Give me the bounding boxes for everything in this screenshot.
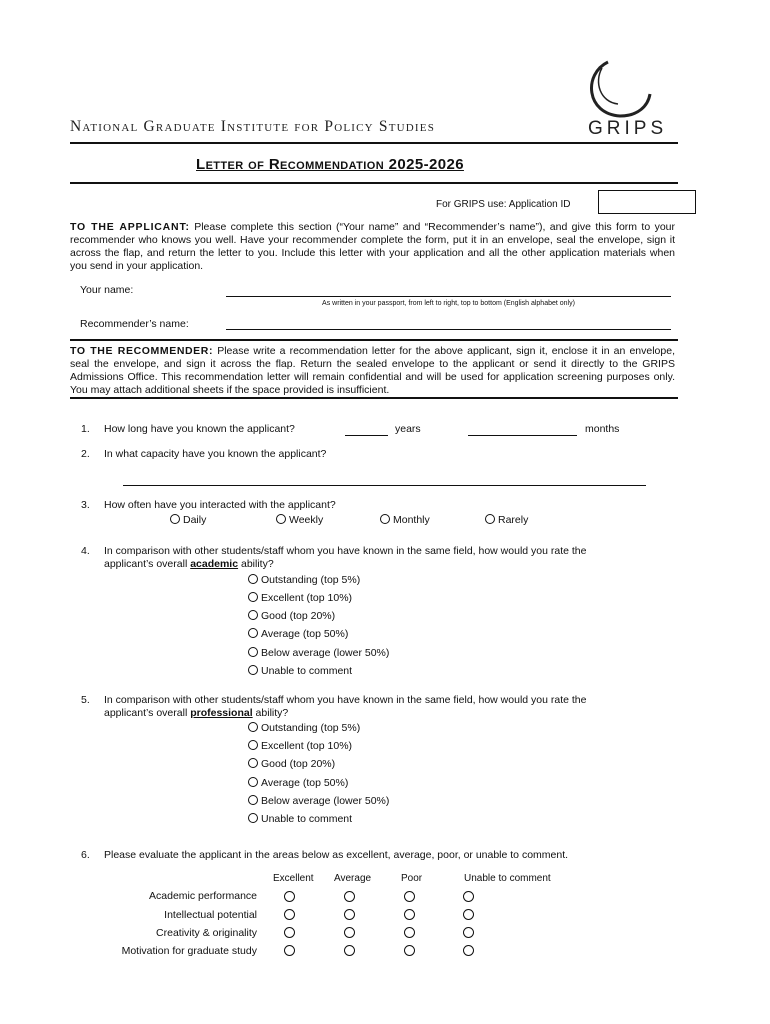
q1-months-field[interactable] [468,435,577,436]
recommender-name-label: Recommender’s name: [80,318,189,330]
page-title: Letter of Recommendation 2025-2026 [196,156,464,173]
q6-intellectual-unable-radio-icon[interactable] [463,909,474,920]
q6-row-creativity: Creativity & originality [156,927,257,939]
q5-option-below-average[interactable]: Below average (lower 50%) [248,795,389,807]
recommender-name-field[interactable] [226,329,671,330]
q6-intellectual-poor-radio-icon[interactable] [404,909,415,920]
application-id-box [598,190,696,214]
q6-col-excellent: Excellent [273,873,314,884]
q6-motivation-average-radio-icon[interactable] [344,945,355,956]
q5-option-unable[interactable]: Unable to comment [248,813,352,825]
q4-number: 4. [81,545,90,557]
q6-academic-unable-radio-icon[interactable] [463,891,474,902]
q4-line2: applicant’s overall academic ability? [104,558,274,570]
q6-motivation-excellent-radio-icon[interactable] [284,945,295,956]
q6-creativity-excellent-radio-icon[interactable] [284,927,295,938]
grips-logo-icon [578,54,658,124]
header-rule [70,142,678,144]
radio-icon[interactable] [380,514,390,524]
applicant-instructions [70,221,675,273]
q6-row-academic: Academic performance [149,890,257,902]
q1-years-label: years [395,423,421,435]
radio-icon[interactable] [276,514,286,524]
q6-col-average: Average [334,873,372,884]
q5-line1: In comparison with other students/staff whom you have known in the same field, how would you rate the [104,694,587,706]
section-rule-top [70,339,678,341]
your-name-hint: As written in your passport, from left to right, top to bottom (English alphabet only) [322,300,575,307]
q4-option-excellent[interactable]: Excellent (top 10%) [248,592,352,604]
q4-option-average[interactable]: Average (top 50%) [248,628,348,640]
recommender-heading: TO THE RECOMMENDER: [70,345,214,357]
your-name-label: Your name: [80,284,134,296]
applicant-body: Please complete this section (“Your name” and “Recommender’s name”), and give this form to your recommender who knows you well. Have your recommender complete the form, put it in an envelope, seal the envelope, sign it across the flap, and return the letter to you. Include this letter with your application and all the other application materials when you send in your application. [70,221,675,272]
section-rule-bottom [70,397,678,399]
radio-icon[interactable] [248,628,258,638]
q1-text: How long have you known the applicant? [104,423,295,435]
q4-option-outstanding[interactable]: Outstanding (top 5%) [248,574,360,586]
q6-row-motivation: Motivation for graduate study [121,945,257,957]
q6-col-poor: Poor [401,873,423,884]
radio-icon[interactable] [248,592,258,602]
q6-creativity-average-radio-icon[interactable] [344,927,355,938]
q6-intellectual-excellent-radio-icon[interactable] [284,909,295,920]
q1-months-label: months [585,423,620,435]
q6-number: 6. [81,849,90,861]
q3-option-monthly[interactable]: Monthly [380,514,430,526]
recommender-instructions [70,345,675,397]
radio-icon[interactable] [485,514,495,524]
q6-creativity-poor-radio-icon[interactable] [404,927,415,938]
radio-icon[interactable] [248,665,258,675]
institute-name: National Graduate Institute for Policy Studies [70,118,436,135]
your-name-field[interactable] [226,296,671,297]
q6-col-unable: Unable to comment [464,873,551,884]
q6-motivation-poor-radio-icon[interactable] [404,945,415,956]
q6-text: Please evaluate the applicant in the areas below as excellent, average, poor, or unable to comment. [104,849,569,861]
radio-icon[interactable] [248,758,258,768]
q6-academic-excellent-radio-icon[interactable] [284,891,295,902]
q5-line2: applicant’s overall professional ability? [104,707,289,719]
q1-number: 1. [81,423,90,435]
radio-icon[interactable] [248,610,258,620]
q2-text: In what capacity have you known the applicant? [104,448,327,460]
q6-intellectual-average-radio-icon[interactable] [344,909,355,920]
q4-line1: In comparison with other students/staff whom you have known in the same field, how would you rate the [104,545,587,557]
radio-icon[interactable] [248,813,258,823]
q4-option-good[interactable]: Good (top 20%) [248,610,335,622]
q1-years-field[interactable] [345,435,388,436]
radio-icon[interactable] [170,514,180,524]
radio-icon[interactable] [248,795,258,805]
radio-icon[interactable] [248,740,258,750]
q6-row-intellectual: Intellectual potential [164,909,257,921]
q5-option-good[interactable]: Good (top 20%) [248,758,335,770]
application-id-label: For GRIPS use: Application ID [436,199,571,210]
q3-text: How often have you interacted with the applicant? [104,499,336,511]
recommender-body: Please write a recommendation letter for the above applicant, sign it, enclose it in an envelope, seal the envelope, and sign it across the flap. Return the sealed envelope to the applicant or send it directly to the GRIPS Admissions Office. This recommendation letter will remain confidential and will be used for application screening purposes only. You may attach additional sheets if the space provided is insufficient. [70,345,675,396]
q6-motivation-unable-radio-icon[interactable] [463,945,474,956]
q4-option-below-average[interactable]: Below average (lower 50%) [248,647,389,659]
title-rule [70,182,678,184]
q3-option-rarely[interactable]: Rarely [485,514,528,526]
q6-academic-average-radio-icon[interactable] [344,891,355,902]
q4-option-unable[interactable]: Unable to comment [248,665,352,677]
applicant-heading: TO THE APPLICANT: [70,221,190,233]
q6-creativity-unable-radio-icon[interactable] [463,927,474,938]
q2-number: 2. [81,448,90,460]
radio-icon[interactable] [248,647,258,657]
q3-number: 3. [81,499,90,511]
q6-academic-poor-radio-icon[interactable] [404,891,415,902]
q3-option-daily[interactable]: Daily [170,514,206,526]
q5-option-average[interactable]: Average (top 50%) [248,777,348,789]
grips-logo-text: GRIPS [588,118,668,139]
radio-icon[interactable] [248,722,258,732]
q3-option-weekly[interactable]: Weekly [276,514,323,526]
radio-icon[interactable] [248,777,258,787]
q2-answer-field[interactable] [123,485,646,486]
q5-option-excellent[interactable]: Excellent (top 10%) [248,740,352,752]
radio-icon[interactable] [248,574,258,584]
q5-option-outstanding[interactable]: Outstanding (top 5%) [248,722,360,734]
q5-number: 5. [81,694,90,706]
